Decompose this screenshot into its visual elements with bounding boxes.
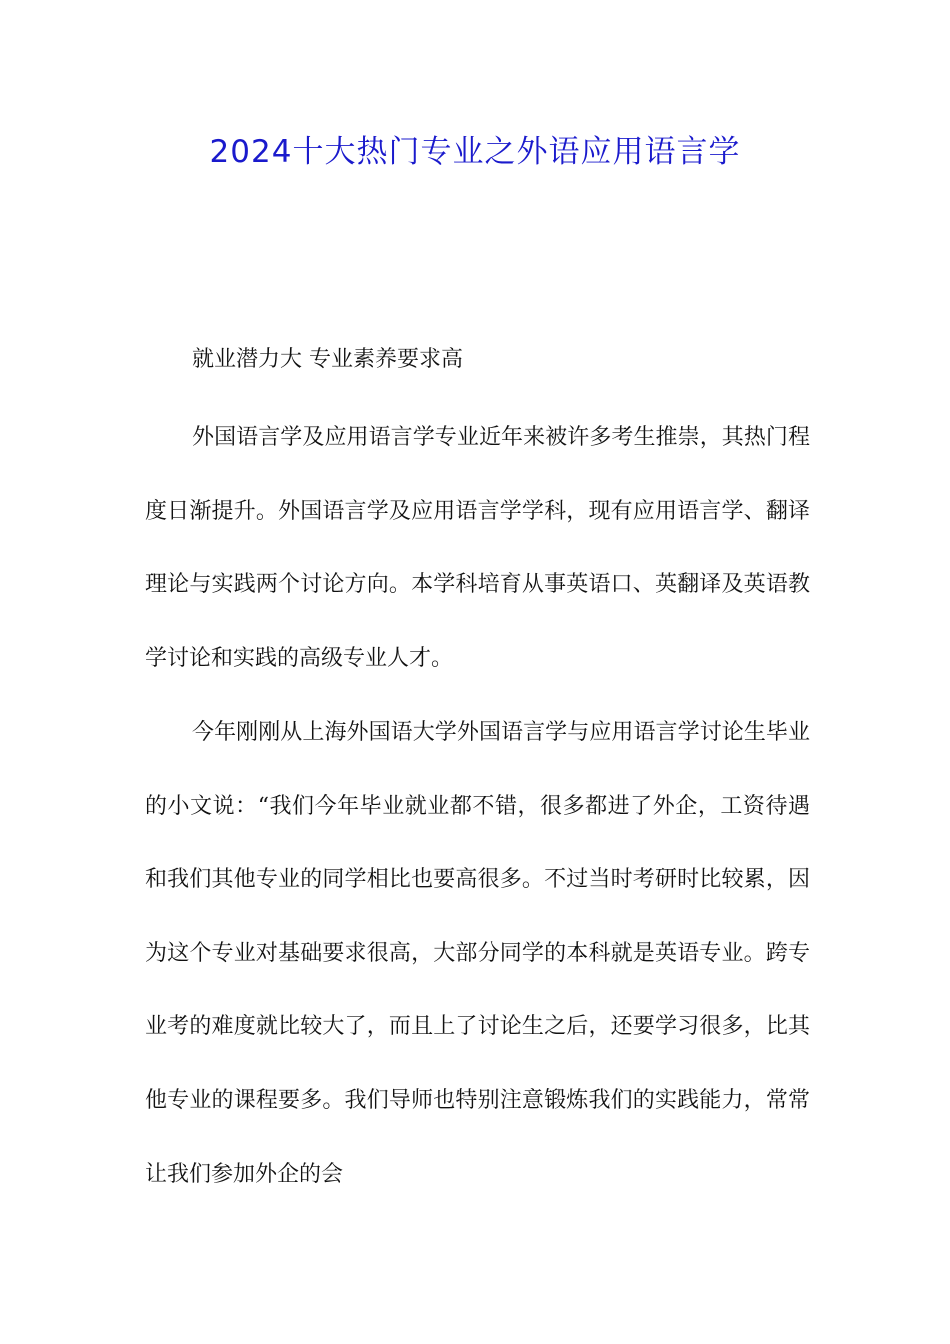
paragraph-2: 今年刚刚从上海外国语大学外国语言学与应用语言学讨论生毕业的小文说：“我们今年毕业就业都不错，很多都进了外企，工资待遇和我们其他专业的同学相比也要高很多。不过当时考研时比较累，因为这个专业对基础要求很高，大部分同学的本科就是英语专业。跨专业考的难度就比较大了，而且上了讨论生之后，还要学习很多，比其他专业的课程要多。我们导师也特别注意锻炼我们的实践能力，常常让我们参加外企的会	[145, 720, 810, 1187]
document-title: 2024十大热门专业之外语应用语言学	[209, 134, 741, 170]
paragraph-1: 外国语言学及应用语言学专业近年来被许多考生推崇，其热门程度日渐提升。外国语言学及应用语言学学科，现有应用语言学、翻译理论与实践两个讨论方向。本学科培育从事英语口、英翻译及英语教学讨论和实践的高级专业人才。	[145, 425, 810, 671]
section-heading: 就业潜力大 专业素养要求高	[192, 347, 463, 372]
